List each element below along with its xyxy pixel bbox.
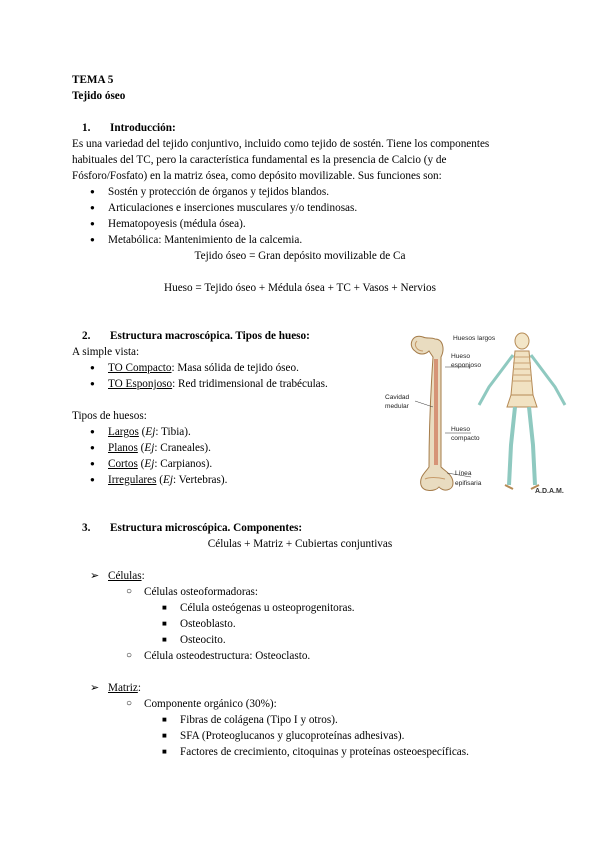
matrix-heading — [108, 680, 141, 696]
equation-bone: Hueso = Tejido óseo + Médula ósea + TC + Vasos + Nervios — [164, 282, 436, 294]
cell-type-item: ■ Célula osteógenas u osteoprogenitoras. — [180, 600, 355, 616]
section-3-number: 3. — [82, 522, 91, 534]
tissue-desc: : Masa sólida de tejido óseo. — [171, 362, 299, 374]
bone-type-item — [108, 456, 212, 472]
label-cavidad: Cavidad — [385, 394, 410, 401]
paren-open: ( — [138, 426, 146, 438]
section-1-number: 1. — [82, 122, 91, 134]
example-abbrev: Ej — [144, 442, 155, 454]
figure-leader-lines — [415, 367, 471, 477]
cells-heading — [108, 568, 145, 584]
paren-open: ( — [137, 458, 145, 470]
paren-open: ( — [156, 474, 163, 486]
section-3-title: Estructura microscópica. Componentes: — [110, 522, 303, 534]
matrix-item: ■ Factores de crecimiento, citoquinas y proteínas osteoespecíficas. — [180, 744, 469, 760]
example-abbrev: Ej — [145, 426, 156, 438]
simple-view-label: A simple vista: — [72, 346, 140, 358]
example-text: : Craneales). — [154, 442, 211, 454]
bone-type-term: Planos — [108, 442, 138, 454]
matrix-item: ■ Fibras de colágena (Tipo I y otros). — [180, 712, 338, 728]
adam-logo: A.D.A.M. — [535, 488, 564, 495]
cells-colon: : — [141, 570, 145, 582]
tissue-desc: : Red tridimensional de trabéculas. — [172, 378, 328, 390]
function-bullet: ● Metabólica: Mantenimiento de la calcemia. — [108, 232, 302, 248]
matrix-colon: : — [137, 682, 141, 694]
intro-line-1: Es una variedad del tejido conjuntivo, incluido como tejido de sostén. Tiene los componentes — [72, 138, 490, 150]
section-1-heading — [82, 120, 176, 136]
cells-label: Células — [108, 570, 142, 582]
section-1-title: Introducción: — [110, 122, 176, 134]
example-abbrev: Ej — [144, 458, 155, 470]
equation-calcium: Tejido óseo = Gran depósito movilizable de Ca — [194, 250, 406, 262]
tissue-item — [108, 360, 299, 376]
cell-type-item: ■ Osteoblasto. — [180, 616, 236, 632]
label-epifisaria: epifisaria — [455, 480, 482, 487]
tissue-term: TO Compacto — [108, 362, 172, 374]
doc-subtitle: Tejido óseo — [72, 90, 126, 102]
example-text: : Tibia). — [155, 426, 191, 438]
matrix-label: Matriz — [108, 682, 138, 694]
femur-illustration — [411, 336, 453, 490]
label-medular: medular — [385, 403, 409, 410]
section-2-title: Estructura macroscópica. Tipos de hueso: — [110, 330, 310, 342]
section-3-heading — [82, 520, 302, 536]
osteoforming-cells: ○ Células osteoformadoras: — [144, 584, 258, 600]
skeleton-illustration — [479, 333, 565, 489]
bone-types-label: Tipos de huesos: — [72, 410, 147, 422]
tissue-item — [108, 376, 328, 392]
function-bullet: ● Articulaciones e inserciones musculares y/o tendinosas. — [108, 200, 357, 216]
section-2-number: 2. — [82, 330, 91, 342]
bone-type-item — [108, 472, 227, 488]
bone-type-term: Irregulares — [108, 474, 157, 486]
intro-line-3: Fósforo/Fosfato) en la matriz ósea, como depósito movilizable. Sus funciones son: — [72, 170, 442, 182]
function-bullet: ● Hematopoyesis (médula ósea). — [108, 216, 246, 232]
cell-type-item: ■ Osteocito. — [180, 632, 226, 648]
example-abbrev: Ej — [162, 474, 173, 486]
bone-type-item — [108, 424, 191, 440]
label-huesos-largos: Huesos largos — [453, 335, 496, 342]
components-formula: Células + Matriz + Cubiertas conjuntivas — [207, 538, 393, 550]
tissue-term: TO Esponjoso — [108, 378, 173, 390]
section-2-heading — [82, 328, 310, 344]
long-bone-figure — [385, 327, 570, 495]
intro-line-2: habituales del TC, pero la característica fundamental es la presencia de Calcio (y de — [72, 154, 447, 166]
example-text: : Carpianos). — [154, 458, 213, 470]
label-esponjoso: esponjoso — [451, 362, 482, 369]
bone-type-term: Cortos — [108, 458, 138, 470]
function-bullet: ● Sostén y protección de órganos y tejidos blandos. — [108, 184, 329, 200]
label-compacto: compacto — [451, 435, 480, 442]
matrix-item: ■ SFA (Proteoglucanos y glucoproteínas adhesivas). — [180, 728, 404, 744]
bone-type-term: Largos — [108, 426, 139, 438]
organic-component: ○ Componente orgánico (30%): — [144, 696, 277, 712]
doc-title: TEMA 5 — [72, 74, 114, 86]
paren-open: ( — [137, 442, 145, 454]
bone-type-item — [108, 440, 211, 456]
example-text: : Vertebras). — [172, 474, 228, 486]
label-hueso-1: Hueso — [451, 353, 471, 360]
label-hueso-2: Hueso — [451, 426, 471, 433]
label-linea: Línea — [455, 470, 472, 477]
osteodestructive-cell: ○ Célula osteodestructura: Osteoclasto. — [144, 648, 310, 664]
